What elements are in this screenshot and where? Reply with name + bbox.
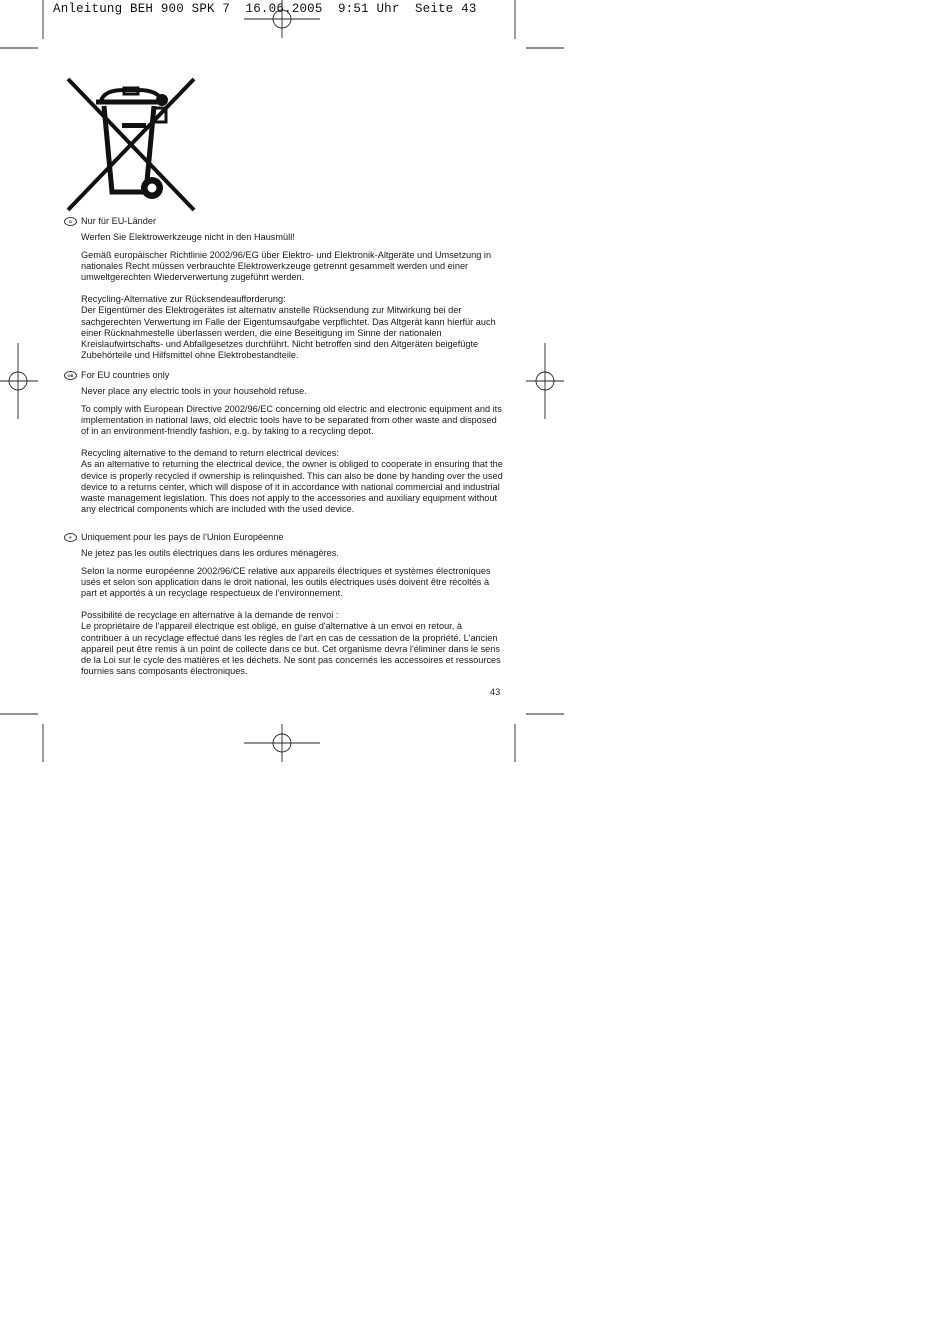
- paragraph: Le propriétaire de l'appareil électrique est obligé, en guise d'alternative à un envoi en retour, à contribuer à un recyclage effectué dans les règles de l'art en cas de cessation de la propriété. L'ancien appareil peut être remis à un point de collecte dans ce but. Cet organisme devra l'éliminer dans le sens de la Loi sur le cycle des matières et les déchets. Ne sont pas concernés les accessoires et ressources fournies sans composants électroniques.: [81, 621, 501, 676]
- page-number: 43: [490, 687, 501, 697]
- paragraph: Ne jetez pas les outils électriques dans les ordures ménagères.: [81, 548, 339, 558]
- section-german: [64, 215, 504, 361]
- section-heading: For EU countries only: [81, 370, 170, 380]
- section-heading: Nur für EU-Länder: [81, 216, 157, 226]
- paragraph-title: Possibilité de recyclage en alternative à la demande de renvoi :: [81, 610, 339, 621]
- paragraph: Never place any electric tools in your household refuse.: [81, 386, 307, 396]
- paragraph-title: Recycling-Alternative zur Rücksendeaufforderung:: [81, 294, 286, 305]
- paragraph: Gemäß europäischer Richtlinie 2002/96/EG über Elektro- und Elektronik-Altgeräte und Umsetzung in nationales Recht müssen verbrauchte Elektrowerkzeuge getrennt gesammelt werden und einer umweltgerechten Wiederverwertung zugeführt werden.: [81, 250, 492, 283]
- paragraph-title: Recycling alternative to the demand to return electrical devices:: [81, 448, 339, 459]
- section-heading: Uniquement pour les pays de l'Union Européenne: [81, 532, 284, 542]
- paragraph: As an alternative to returning the electrical device, the owner is obliged to cooperate in ensuring that the device is properly recycled if ownership is relinquished. This can also be done by handing over the used device to a returns center, which will dispose of it in accordance with national commercial and industrial waste management legislation. This does not apply to the accessories and auxiliary equipment without any electrical components which are included with the used device.: [81, 459, 503, 514]
- print-slug-line: Anleitung BEH 900 SPK 7 16.06.2005 9:51 Uhr Seite 43: [53, 2, 477, 16]
- section-english: [64, 369, 504, 515]
- country-flag-icon: D: [64, 217, 77, 226]
- paragraph: Der Eigentümer des Elektrogerätes ist alternativ anstelle Rücksendung zur Mitwirkung bei der sachgerechten Verwertung im Falle der Eigentumsaufgabe verpflichtet. Das Altgerät kann hierfür auch einer Rücknahmestelle überlassen werden, die eine Beseitigung im Sinne der nationalen Kreislaufwirtschafts- und Abfallgesetzes durchführt. Nicht betroffen sind den Altgeräten beigefügte Zubehörteile und Hilfsmittel ohne Elektrobestandteile.: [81, 305, 496, 360]
- country-flag-icon: GB: [64, 371, 77, 380]
- paragraph: Selon la norme européenne 2002/96/CE relative aux appareils électriques et systèmes électroniques usés et selon son application dans le droit national, les outils électriques usés doivent être récoltés à part et apportés à un recyclage respectueux de l'environnement.: [81, 566, 491, 599]
- paragraph: To comply with European Directive 2002/96/EC concerning old electric and electronic equipment and its implementation in national laws, old electric tools have to be separated from other waste and disposed of in an environment-friendly fashion, e.g. by taking to a recycling depot.: [81, 404, 502, 437]
- country-flag-icon: F: [64, 533, 77, 542]
- crossed-out-wheeled-bin-icon: [66, 76, 198, 214]
- paragraph: Werfen Sie Elektrowerkzeuge nicht in den Hausmüll!: [81, 232, 295, 242]
- section-french: [64, 531, 504, 677]
